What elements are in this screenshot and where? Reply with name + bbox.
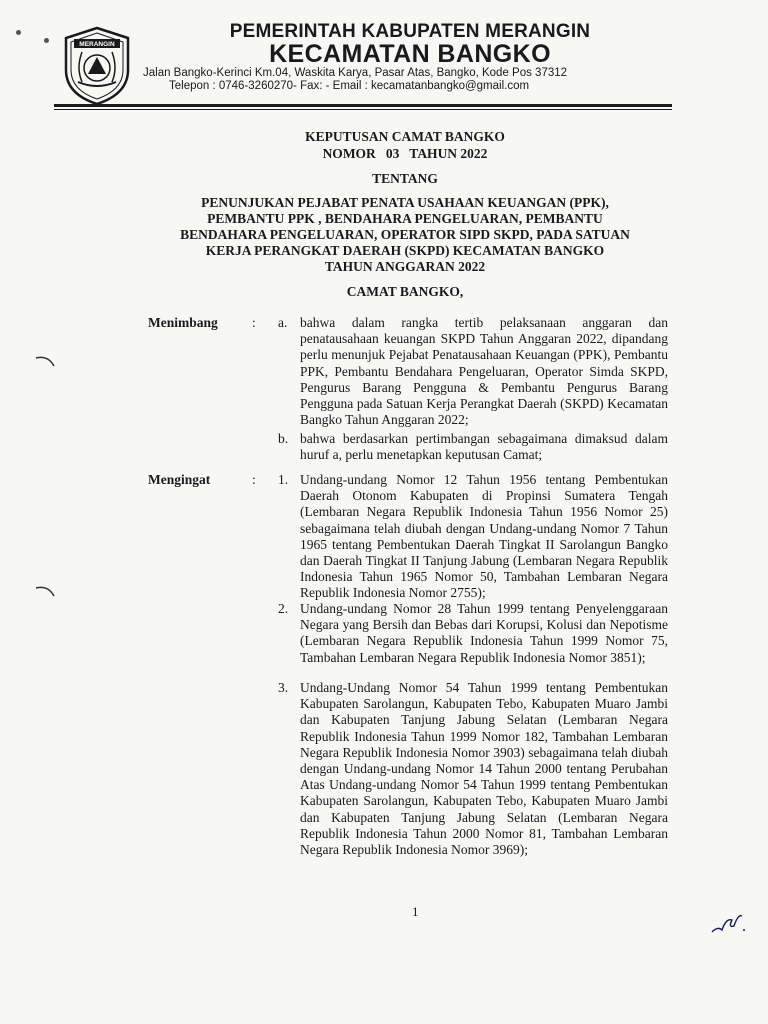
item-marker: b.	[278, 431, 289, 446]
tentang-heading: TENTANG	[372, 171, 438, 186]
mengingat-colon: :	[252, 472, 256, 487]
letterhead-address: Jalan Bangko-Kerinci Km.04, Waskita Karya, Pasar Atas, Bangko, Kode Pos 37312	[143, 67, 568, 79]
subject-line: BENDAHARA PENGELUARAN, OPERATOR SIPD SKPD, PADA SATUAN	[180, 227, 630, 242]
mengingat-point-1: Undang-undang Nomor 12 Tahun 1956 tentang Pembentukan Daerah Otonom Kabupaten di Propinsi Sumatera Tengah (Lembaran Negara Republik Indonesia Tahun 1956 Nomor 25) sebagaimana telah diubah dengan Undang-undang Nomor 7 Tahun 1965 tentang Pembentukan Daerah Tingkat II Sarolangun Bangko dan Daerah Tingkat II Tanjung Jabung (Lembaran Negara Republik Indonesia Tahun 1965 Nomor 50, Tambahan Lembaran Negara Republik Indonesia Nomor 2755);	[300, 472, 668, 601]
page-number: 1	[412, 904, 419, 919]
item-marker: 1.	[278, 472, 289, 487]
initials-signature	[708, 908, 748, 938]
margin-mark	[34, 584, 56, 598]
item-marker: 2.	[278, 601, 289, 616]
menimbang-colon: :	[252, 315, 256, 330]
margin-mark	[34, 354, 56, 368]
letterhead-government: PEMERINTAH KABUPATEN MERANGIN	[229, 21, 591, 42]
subject-line: PEMBANTU PPK , BENDAHARA PENGELUARAN, PEMBANTU	[207, 211, 603, 226]
regency-logo	[60, 24, 134, 108]
subject-line: KERJA PERANGKAT DAERAH (SKPD) KECAMATAN BANGKO	[205, 243, 605, 258]
menimbang-point-b: bahwa berdasarkan pertimbangan sebagaimana dimaksud dalam huruf a, perlu menetapkan keputusan Camat;	[300, 431, 668, 463]
official-title: CAMAT BANGKO,	[346, 284, 464, 299]
letterhead-rule-thin	[54, 109, 672, 110]
logo-text: MERANGIN	[79, 41, 115, 48]
item-marker: 3.	[278, 680, 289, 695]
letterhead-district: KECAMATAN BANGKO	[269, 40, 551, 68]
scan-dot	[16, 30, 21, 35]
letterhead-rule-thick	[54, 104, 672, 107]
letterhead-contact: Telepon : 0746-3260270- Fax: - Email : kecamatanbangko@gmail.com	[169, 80, 530, 92]
decree-title	[100, 128, 710, 162]
mengingat-point-3: Undang-Undang Nomor 54 Tahun 1999 tentang Pembentukan Kabupaten Sarolangun, Kabupaten Tebo, Kabupaten Muaro Jambi dan Kabupaten Tanjung Jabung Selatan (Lembaran Negara Republik Indonesia Tahun 1999 Nomor 182, Tambahan Lembaran Negara Republik Indonesia Nomor 3903) sebagaimana telah diubah dengan Undang-undang Nomor 14 Tahun 2000 tentang Perubahan Atas Undang-undang Nomor 54 Tahun 1999 tentang Pembentukan Kabupaten Sarolangun, Kabupaten Tebo, Kabupaten Muaro Jambi dan Kabupaten Tanjung Jabung Selatan (Lembaran Negara Republik Indonesia Tahun 2000 Nomor 81, Tambahan Lembaran Negara Republik Indonesia Nomor 3969);	[300, 680, 668, 858]
subject-line: TAHUN ANGGARAN 2022	[324, 259, 486, 274]
scan-dot	[44, 38, 49, 43]
decree-subject	[100, 195, 710, 275]
item-marker: a.	[278, 315, 288, 330]
subject-line: PENUNJUKAN PEJABAT PENATA USAHAAN KEUANGAN (PPK),	[201, 195, 609, 210]
decree-heading: KEPUTUSAN CAMAT BANGKO	[305, 129, 505, 144]
decree-number: NOMOR 03 TAHUN 2022	[322, 146, 488, 161]
mengingat-point-2: Undang-undang Nomor 28 Tahun 1999 tentang Penyelenggaraan Negara yang Bersih dan Bebas dari Korupsi, Kolusi dan Nepotisme (Lembaran Negara Republik Indonesia Tahun 1999 Nomor 75, Tambahan Lembaran Negara Republik Indonesia Nomor 3851);	[300, 601, 668, 665]
menimbang-label: Menimbang	[148, 315, 218, 330]
mengingat-label: Mengingat	[148, 472, 211, 487]
menimbang-point-a: bahwa dalam rangka tertib pelaksanaan anggaran dan penatausahaan keuangan SKPD Tahun Anggaran 2022, dipandang perlu menunjuk Pejabat Penatausahaan Keuangan (PPK), Pembantu PPK, Pembantu Bendahara Pengeluaran, Operator Simda SKPD, Pengurus Barang Pengguna & Pembantu Pengurus Barang Pengguna pada Satuan Kerja Perangkat Daerah (SKPD) Kecamatan Bangko Tahun Anggaran 2022;	[300, 315, 668, 428]
